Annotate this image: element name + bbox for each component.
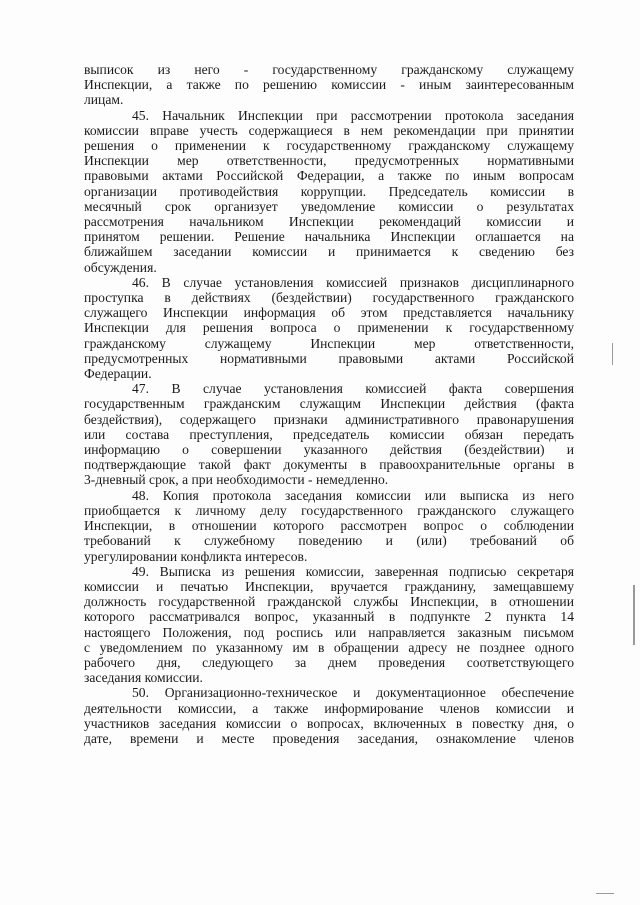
text-line: подтверждающие такой факт документы в правоохранительные органы в bbox=[84, 457, 574, 473]
paragraph-49 bbox=[84, 564, 574, 686]
text-line: 48. Копия протокола заседания комиссии или выписка из него bbox=[132, 487, 574, 503]
text-line: 3-дневный срок, а при необходимости - немедленно. bbox=[84, 472, 389, 488]
text-line: решения о применении к государственному гражданскому служащему bbox=[84, 138, 574, 154]
text-line: месячный срок организует уведомление комиссии о результатах bbox=[84, 198, 574, 214]
text-line: проступка в действиях (бездействии) государственного гражданского bbox=[84, 290, 574, 306]
paragraph-45 bbox=[84, 108, 574, 275]
text-line: государственным гражданским служащим Инспекции действия (факта bbox=[84, 396, 574, 412]
text-line: 47. В случае установления комиссией факта совершения bbox=[132, 381, 574, 397]
text-line: принятом решении. Решение начальника Инспекции оглашается на bbox=[84, 229, 574, 245]
paragraph-50 bbox=[84, 685, 574, 746]
text-line: гражданскому служащему Инспекции мер ответственности, bbox=[84, 335, 574, 351]
scan-speck bbox=[612, 343, 613, 365]
document-body bbox=[84, 62, 574, 746]
text-line: приобщается к личному делу государственного гражданского служащего bbox=[84, 502, 574, 518]
text-line: рассмотрения начальником Инспекции рекомендаций комиссии и bbox=[84, 214, 574, 230]
text-line: заседания комиссии. bbox=[84, 670, 203, 686]
text-line: лицам. bbox=[84, 92, 124, 108]
text-line: Инспекции, в отношении которого рассмотрен вопрос о соблюдении bbox=[84, 518, 574, 534]
text-line: Федерации. bbox=[84, 366, 152, 382]
text-line: 46. В случае установления комиссией признаков дисциплинарного bbox=[132, 274, 574, 290]
scan-speck bbox=[596, 893, 614, 894]
text-line: участников заседания комиссии о вопросах, включенных в повестку дня, о bbox=[84, 715, 574, 731]
paragraph-46 bbox=[84, 275, 574, 381]
text-line: организации противодействия коррупции. Председатель комиссии в bbox=[84, 183, 574, 199]
text-line: должность государственной гражданской службы Инспекции, в отношении bbox=[84, 594, 574, 610]
text-line: 50. Организационно-техническое и документационное обеспечение bbox=[132, 685, 574, 701]
text-line: настоящего Положения, под роспись или направляется заказным письмом bbox=[84, 624, 574, 640]
text-line: выписок из него - государственному гражданскому служащему bbox=[84, 62, 574, 77]
text-line: требований к служебному поведению и (или) требований об bbox=[84, 533, 574, 549]
text-line: ближайшем заседании комиссии и принимается к сведению без bbox=[84, 244, 574, 260]
text-line: комиссии и печатью Инспекции, вручается гражданину, замещавшему bbox=[84, 578, 574, 594]
text-line: обсуждения. bbox=[84, 259, 157, 275]
text-line: рабочего дня, следующего за днем проведения соответствующего bbox=[84, 654, 574, 670]
text-line: информацию о совершении указанного действия (бездействии) и bbox=[84, 442, 574, 458]
text-line: с уведомлением по указанному им в обращении адресу не позднее одного bbox=[84, 639, 574, 655]
scan-speck bbox=[633, 585, 635, 645]
paragraph-continuation bbox=[84, 62, 574, 108]
text-line: предусмотренных нормативными правовыми актами Российской bbox=[84, 350, 574, 366]
text-line: или состава преступления, председатель комиссии обязан передать bbox=[84, 426, 574, 442]
paragraph-47 bbox=[84, 381, 574, 487]
paragraph-48 bbox=[84, 488, 574, 564]
text-line: Инспекции, а также по решению комиссии - иным заинтересованным bbox=[84, 77, 574, 93]
text-line: Инспекции мер ответственности, предусмотренных нормативными bbox=[84, 153, 574, 169]
text-line: правовыми актами Российской Федерации, а также по иным вопросам bbox=[84, 168, 574, 184]
text-line: урегулировании конфликта интересов. bbox=[84, 548, 308, 564]
text-line: комиссии вправе учесть содержащиеся в нем рекомендации при принятии bbox=[84, 122, 574, 138]
text-line: которого рассматривался вопрос, указанный в подпункте 2 пункта 14 bbox=[84, 609, 574, 625]
text-line: дате, времени и месте проведения заседания, ознакомление членов bbox=[84, 730, 574, 746]
text-line: бездействия), содержащего признаки административного правонарушения bbox=[84, 411, 574, 427]
text-line: Инспекции для решения вопроса о применении к государственному bbox=[84, 320, 574, 336]
text-line: служащего Инспекции информация об этом представляется начальнику bbox=[84, 305, 574, 321]
text-line: 45. Начальник Инспекции при рассмотрении протокола заседания bbox=[132, 107, 574, 123]
text-line: деятельности комиссии, а также информирование членов комиссии и bbox=[84, 700, 574, 716]
text-line: 49. Выписка из решения комиссии, заверенная подписью секретаря bbox=[132, 563, 574, 579]
